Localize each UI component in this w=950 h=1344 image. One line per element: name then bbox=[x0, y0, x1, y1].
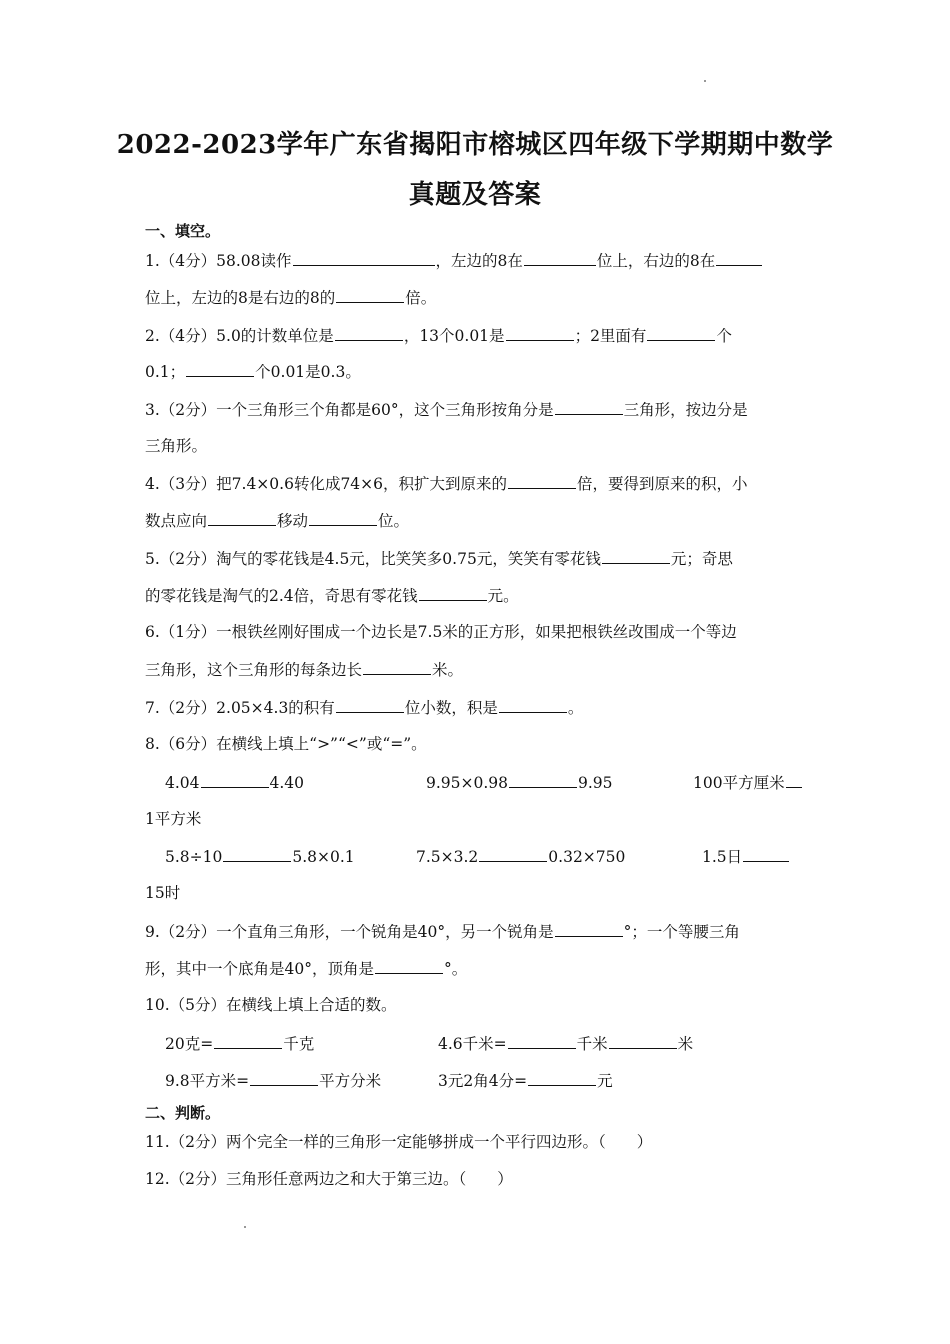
answer-blank[interactable] bbox=[250, 1070, 318, 1086]
question-4-line2 bbox=[145, 510, 810, 531]
answer-blank[interactable] bbox=[309, 510, 377, 526]
answer-blank[interactable] bbox=[336, 287, 404, 303]
q8-expr: 9.95×0.98 bbox=[426, 774, 509, 792]
answer-blank[interactable] bbox=[508, 473, 576, 489]
answer-blank[interactable] bbox=[786, 772, 802, 788]
q5-text: 元。 bbox=[487, 587, 519, 605]
answer-blank[interactable] bbox=[214, 1033, 282, 1049]
q10-item-4 bbox=[438, 1070, 613, 1091]
answer-blank[interactable] bbox=[419, 585, 487, 601]
q8-item-1 bbox=[165, 772, 304, 793]
q10-expr: 20克= bbox=[165, 1035, 214, 1053]
answer-blank[interactable] bbox=[208, 510, 276, 526]
q12-text: 12.（2分）三角形任意两边之和大于第三边。（ ） bbox=[145, 1170, 513, 1188]
question-4-line1 bbox=[145, 473, 810, 494]
section-fill-heading: 一、填空。 bbox=[145, 222, 221, 240]
q9-text: 9.（2分）一个直角三角形，一个锐角是40°，另一个锐角是 bbox=[145, 923, 554, 941]
answer-blank[interactable] bbox=[336, 697, 404, 713]
q1-text: 1.（4分）58.08读作 bbox=[145, 252, 292, 270]
question-2-line1 bbox=[145, 325, 810, 346]
answer-blank[interactable] bbox=[375, 958, 443, 974]
q10-expr: 千米 bbox=[576, 1035, 608, 1053]
q3-text: 三角形，按边分是 bbox=[623, 401, 748, 419]
q10-expr: 9.8平方米= bbox=[165, 1072, 250, 1090]
q9-text: °；一个等腰三角 bbox=[623, 923, 740, 941]
q2-text: ；2里面有 bbox=[574, 327, 647, 345]
q4-text: 位。 bbox=[378, 512, 410, 530]
q7-text: 位小数，积是 bbox=[404, 699, 498, 717]
q8-expr: 100平方厘米 bbox=[693, 774, 785, 792]
answer-blank[interactable] bbox=[335, 325, 403, 341]
q10-expr: 元 bbox=[597, 1072, 613, 1090]
q8-item-4 bbox=[165, 846, 355, 867]
q10-expr: 千克 bbox=[283, 1035, 315, 1053]
q8-item-6-wrap bbox=[145, 883, 810, 903]
question-1-line2 bbox=[145, 287, 810, 308]
q8-expr: 4.40 bbox=[269, 774, 305, 792]
answer-blank[interactable] bbox=[647, 325, 715, 341]
q9-text: 形，其中一个底角是40°，顶角是 bbox=[145, 960, 374, 978]
q8-expr: 0.32×750 bbox=[548, 848, 626, 866]
q1-text: ，左边的8在 bbox=[435, 252, 523, 270]
answer-blank[interactable] bbox=[609, 1033, 677, 1049]
q2-text: 0.1； bbox=[145, 363, 186, 381]
q10-item-1 bbox=[165, 1033, 314, 1054]
question-11 bbox=[145, 1132, 810, 1152]
q5-text: 的零花钱是淘气的2.4倍，奇思有零花钱 bbox=[145, 587, 418, 605]
q1-text: 位上，左边的8是右边的8的 bbox=[145, 289, 336, 307]
question-6-line1 bbox=[145, 622, 810, 642]
q1-text: 倍。 bbox=[405, 289, 437, 307]
q11-text: 11.（2分）两个完全一样的三角形一定能够拼成一个平行四边形。（ ） bbox=[145, 1133, 653, 1151]
q8-expr: 7.5×3.2 bbox=[416, 848, 479, 866]
speck-dot bbox=[244, 1226, 246, 1228]
q8-expr: 1.5日 bbox=[702, 848, 743, 866]
q10-expr: 4.6千米= bbox=[438, 1035, 507, 1053]
answer-blank[interactable] bbox=[602, 548, 670, 564]
question-3-line1 bbox=[145, 399, 810, 420]
question-6-line2 bbox=[145, 659, 810, 680]
doc-title-line1: 2022-2023学年广东省揭阳市榕城区四年级下学期期中数学 bbox=[116, 130, 834, 160]
question-9-line1 bbox=[145, 921, 810, 942]
answer-blank[interactable] bbox=[201, 772, 269, 788]
question-2-line2 bbox=[145, 361, 810, 382]
answer-blank[interactable] bbox=[555, 921, 623, 937]
q5-text: 5.（2分）淘气的零花钱是4.5元，比笑笑多0.75元，笑笑有零花钱 bbox=[145, 550, 601, 568]
question-3-line2 bbox=[145, 436, 810, 456]
q8-expr: 5.8×0.1 bbox=[292, 848, 355, 866]
answer-blank[interactable] bbox=[509, 772, 577, 788]
question-8-prompt bbox=[145, 734, 810, 754]
q8-expr: 1平方米 bbox=[145, 810, 202, 828]
q10-expr: 3元2角4分= bbox=[438, 1072, 528, 1090]
doc-title-line2: 真题及答案 bbox=[408, 180, 542, 210]
answer-blank[interactable] bbox=[716, 250, 762, 266]
q8-expr: 9.95 bbox=[578, 774, 613, 792]
q8-expr: 15时 bbox=[145, 884, 181, 902]
q5-text: 元；奇思 bbox=[670, 550, 733, 568]
answer-blank[interactable] bbox=[293, 250, 435, 266]
answer-blank[interactable] bbox=[363, 659, 431, 675]
q4-text: 4.（3分）把7.4×0.6转化成74×6，积扩大到原来的 bbox=[145, 475, 508, 493]
q10-expr: 米 bbox=[677, 1035, 694, 1053]
question-5-line2 bbox=[145, 585, 810, 606]
q2-text: ，13个0.01是 bbox=[403, 327, 505, 345]
q2-text: 2.（4分）5.0的计数单位是 bbox=[145, 327, 334, 345]
q9-text: °。 bbox=[443, 960, 468, 978]
q2-text: 个 bbox=[716, 327, 732, 345]
q3-text: 3.（2分）一个三角形三个角都是60°，这个三角形按角分是 bbox=[145, 401, 554, 419]
q4-text: 移动 bbox=[277, 512, 309, 530]
q8-item-5 bbox=[416, 846, 625, 867]
q8-expr: 4.04 bbox=[165, 774, 200, 792]
q8-item-6 bbox=[702, 846, 790, 867]
q10-expr: 平方分米 bbox=[319, 1072, 382, 1090]
question-9-line2 bbox=[145, 958, 810, 979]
q2-text: 个0.01是0.3。 bbox=[255, 363, 361, 381]
answer-blank[interactable] bbox=[743, 846, 789, 862]
q6-text: 米。 bbox=[432, 661, 464, 679]
question-12 bbox=[145, 1169, 810, 1189]
q8-text: 8.（6分）在横线上填上“>”“<”或“=”。 bbox=[145, 735, 427, 753]
question-5-line1 bbox=[145, 548, 810, 569]
q4-text: 数点应向 bbox=[145, 512, 208, 530]
q8-item-2 bbox=[426, 772, 613, 793]
question-7-line bbox=[145, 697, 810, 718]
q10-text: 10.（5分）在横线上填上合适的数。 bbox=[145, 996, 397, 1014]
answer-blank[interactable] bbox=[186, 361, 254, 377]
q10-item-3 bbox=[165, 1070, 381, 1091]
q3-text: 三角形。 bbox=[145, 437, 208, 455]
speck-dot bbox=[704, 80, 706, 82]
answer-blank[interactable] bbox=[555, 399, 623, 415]
q8-item-3-wrap bbox=[145, 809, 810, 829]
question-10-prompt bbox=[145, 995, 810, 1015]
q1-text: 位上，右边的8在 bbox=[596, 252, 716, 270]
section-judge-heading: 二、判断。 bbox=[145, 1104, 221, 1122]
q8-expr: 5.8÷10 bbox=[165, 848, 223, 866]
question-1-line1 bbox=[145, 250, 810, 271]
answer-blank[interactable] bbox=[524, 250, 596, 266]
answer-blank[interactable] bbox=[499, 697, 567, 713]
q7-text: 。 bbox=[567, 699, 584, 717]
q7-text: 7.（2分）2.05×4.3的积有 bbox=[145, 699, 335, 717]
answer-blank[interactable] bbox=[508, 1033, 576, 1049]
answer-blank[interactable] bbox=[506, 325, 574, 341]
q6-text: 6.（1分）一根铁丝刚好围成一个边长是7.5米的正方形，如果把根铁丝改围成一个等边 bbox=[145, 623, 737, 641]
q8-item-3 bbox=[693, 772, 803, 793]
answer-blank[interactable] bbox=[223, 846, 291, 862]
q10-item-2 bbox=[438, 1033, 693, 1054]
answer-blank[interactable] bbox=[528, 1070, 596, 1086]
q4-text: 倍，要得到原来的积，小 bbox=[577, 475, 748, 493]
answer-blank[interactable] bbox=[479, 846, 547, 862]
q6-text: 三角形，这个三角形的每条边长 bbox=[145, 661, 363, 679]
